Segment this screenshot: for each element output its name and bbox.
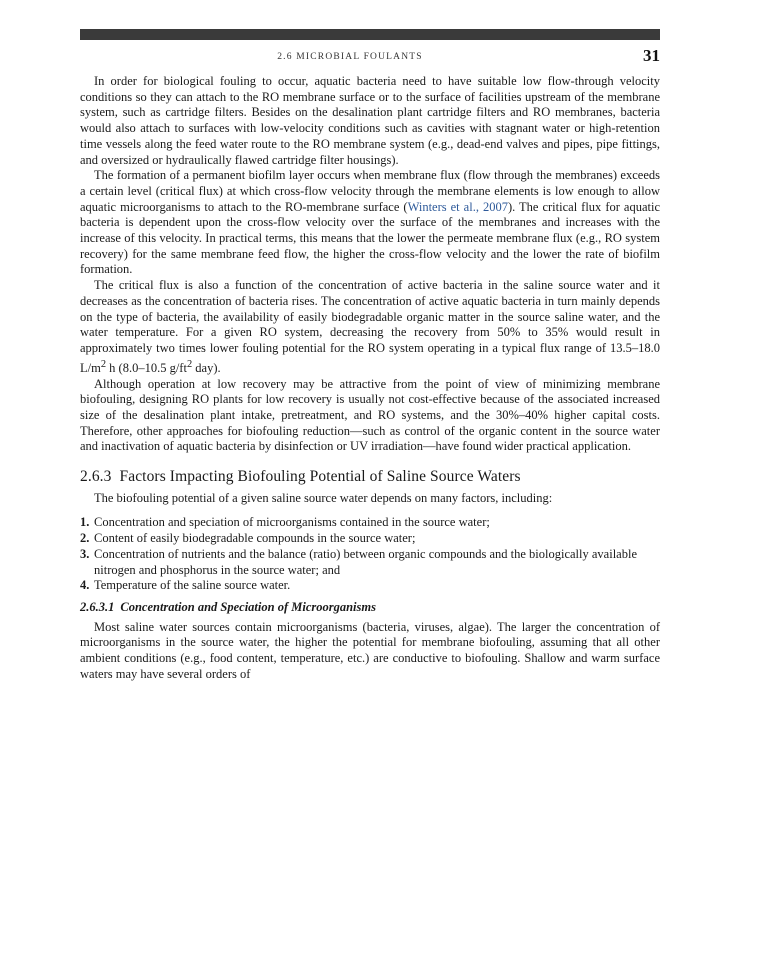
paragraph-text: The critical flux is also a function of the concentration of active bacteria in the saline source water and it decreases as the concentration of bacteria rises. The concentration of active aquatic bacteria in turn mainly depends on the type of bacteria, the availability of easily biodegradable organic matter in the source saline water, and the water temperature. For a given RO system, decreasing the recovery from 50% to 35% would result in approximately two times lower fouling potential for the RO system operating in a typical flux range of 13.5–18.0 L/m	[80, 278, 660, 375]
subsection-number: 2.6.3.1	[80, 599, 115, 614]
paragraph-text: ). The critical flux for aquatic bacteria is dependent upon the cross-flow velocity over the surface of the membranes and increases with the increase of this velocity. In practical terms, this means that the lower the permeate membrane flux (e.g., RO system recovery) for the same membrane feed flow, the higher the cross-flow velocity and the lower the rate of biofilm formation.	[80, 199, 660, 277]
paragraph-low-recovery: Although operation at low recovery may be attractive from the point of view of minimizing membrane biofouling, designing RO plants for low recovery is usually not cost-effective because of the associated increased size of the desalination plant intake, pretreatment, and RO systems, and the 30%–40% higher capital costs. Therefore, other approaches for biofouling reduction—such as control of the organic content in the source water and inactivation of aquatic bacteria by disinfection or UV irradiation—have found wider practical application.	[80, 376, 660, 454]
list-item	[80, 515, 660, 531]
list-item	[80, 547, 660, 578]
list-item	[80, 578, 660, 594]
page-number: 31	[643, 46, 660, 65]
header-rule	[80, 29, 660, 40]
section-title: Factors Impacting Biofouling Potential of Saline Source Waters	[119, 468, 521, 486]
paragraph-text: The formation of a permanent biofilm layer occurs when membrane flux (flow through the membranes) exceeds a certain level (critical flux) at which cross-flow velocity through the membrane elements is low enough to allow aquatic microorganisms to attach to the RO-membrane surface (	[80, 168, 660, 214]
body-text	[80, 74, 660, 682]
paragraph-active-bacteria	[80, 278, 660, 376]
subsection-heading	[80, 600, 660, 616]
list-item-text: Concentration of nutrients and the balance (ratio) between organic compounds and the biologically available nitrogen and phosphorus in the source water; and	[94, 546, 637, 577]
list-item	[80, 531, 660, 547]
running-head	[80, 46, 660, 68]
paragraph-microorganisms: Most saline water sources contain microorganisms (bacteria, viruses, algae). The larger the concentration of microorganisms in the source water, the higher the potential for membrane biofouling, assuming that all other ambient conditions (e.g., food content, temperature, etc.) are conductive to biofouling. Shallow and warm surface waters may have several orders of	[80, 619, 660, 681]
list-item-number: 1.	[80, 515, 90, 530]
factor-list	[80, 515, 660, 594]
list-item-number: 2.	[80, 531, 90, 546]
list-item-text: Content of easily biodegradable compounds in the source water;	[94, 531, 416, 546]
paragraph-critical-flux	[80, 168, 660, 278]
subsection-title: Concentration and Speciation of Microorganisms	[120, 599, 376, 614]
paragraph-text: day).	[192, 360, 221, 375]
paragraph-text: h (8.0–10.5 g/ft	[106, 360, 187, 375]
list-item-text: Concentration and speciation of microorganisms contained in the source water;	[94, 515, 490, 530]
section-number: 2.6.3	[80, 468, 112, 486]
running-title: 2.6 MICROBIAL FOULANTS	[277, 52, 423, 62]
section-heading	[80, 469, 660, 485]
superscript: 2	[186, 358, 193, 370]
section-intro: The biofouling potential of a given saline source water depends on many factors, including:	[94, 490, 553, 505]
list-item-number: 3.	[80, 546, 90, 561]
list-item-number: 4.	[80, 578, 90, 593]
paragraph-low-velocity: In order for biological fouling to occur, aquatic bacteria need to have suitable low flow-through velocity conditions so they can attach to the RO membrane surface or to the surface of facilities upstream of the membrane system, such as cartridge filters. Besides on the desalination plant cartridge filters and RO membranes, bacteria would also attach to surfaces with low-velocity conditions such as cavities with stagnant water or high-retention time vessels along the feed water route to the RO membrane system (e.g., dead-end valves and pipes, pipe fittings, and oversized or hydraulically flawed cartridge filter housings).	[80, 74, 660, 167]
list-item-text: Temperature of the saline source water.	[94, 578, 291, 593]
superscript: 2	[100, 358, 107, 370]
citation-link[interactable]: Winters et al., 2007	[407, 199, 508, 214]
